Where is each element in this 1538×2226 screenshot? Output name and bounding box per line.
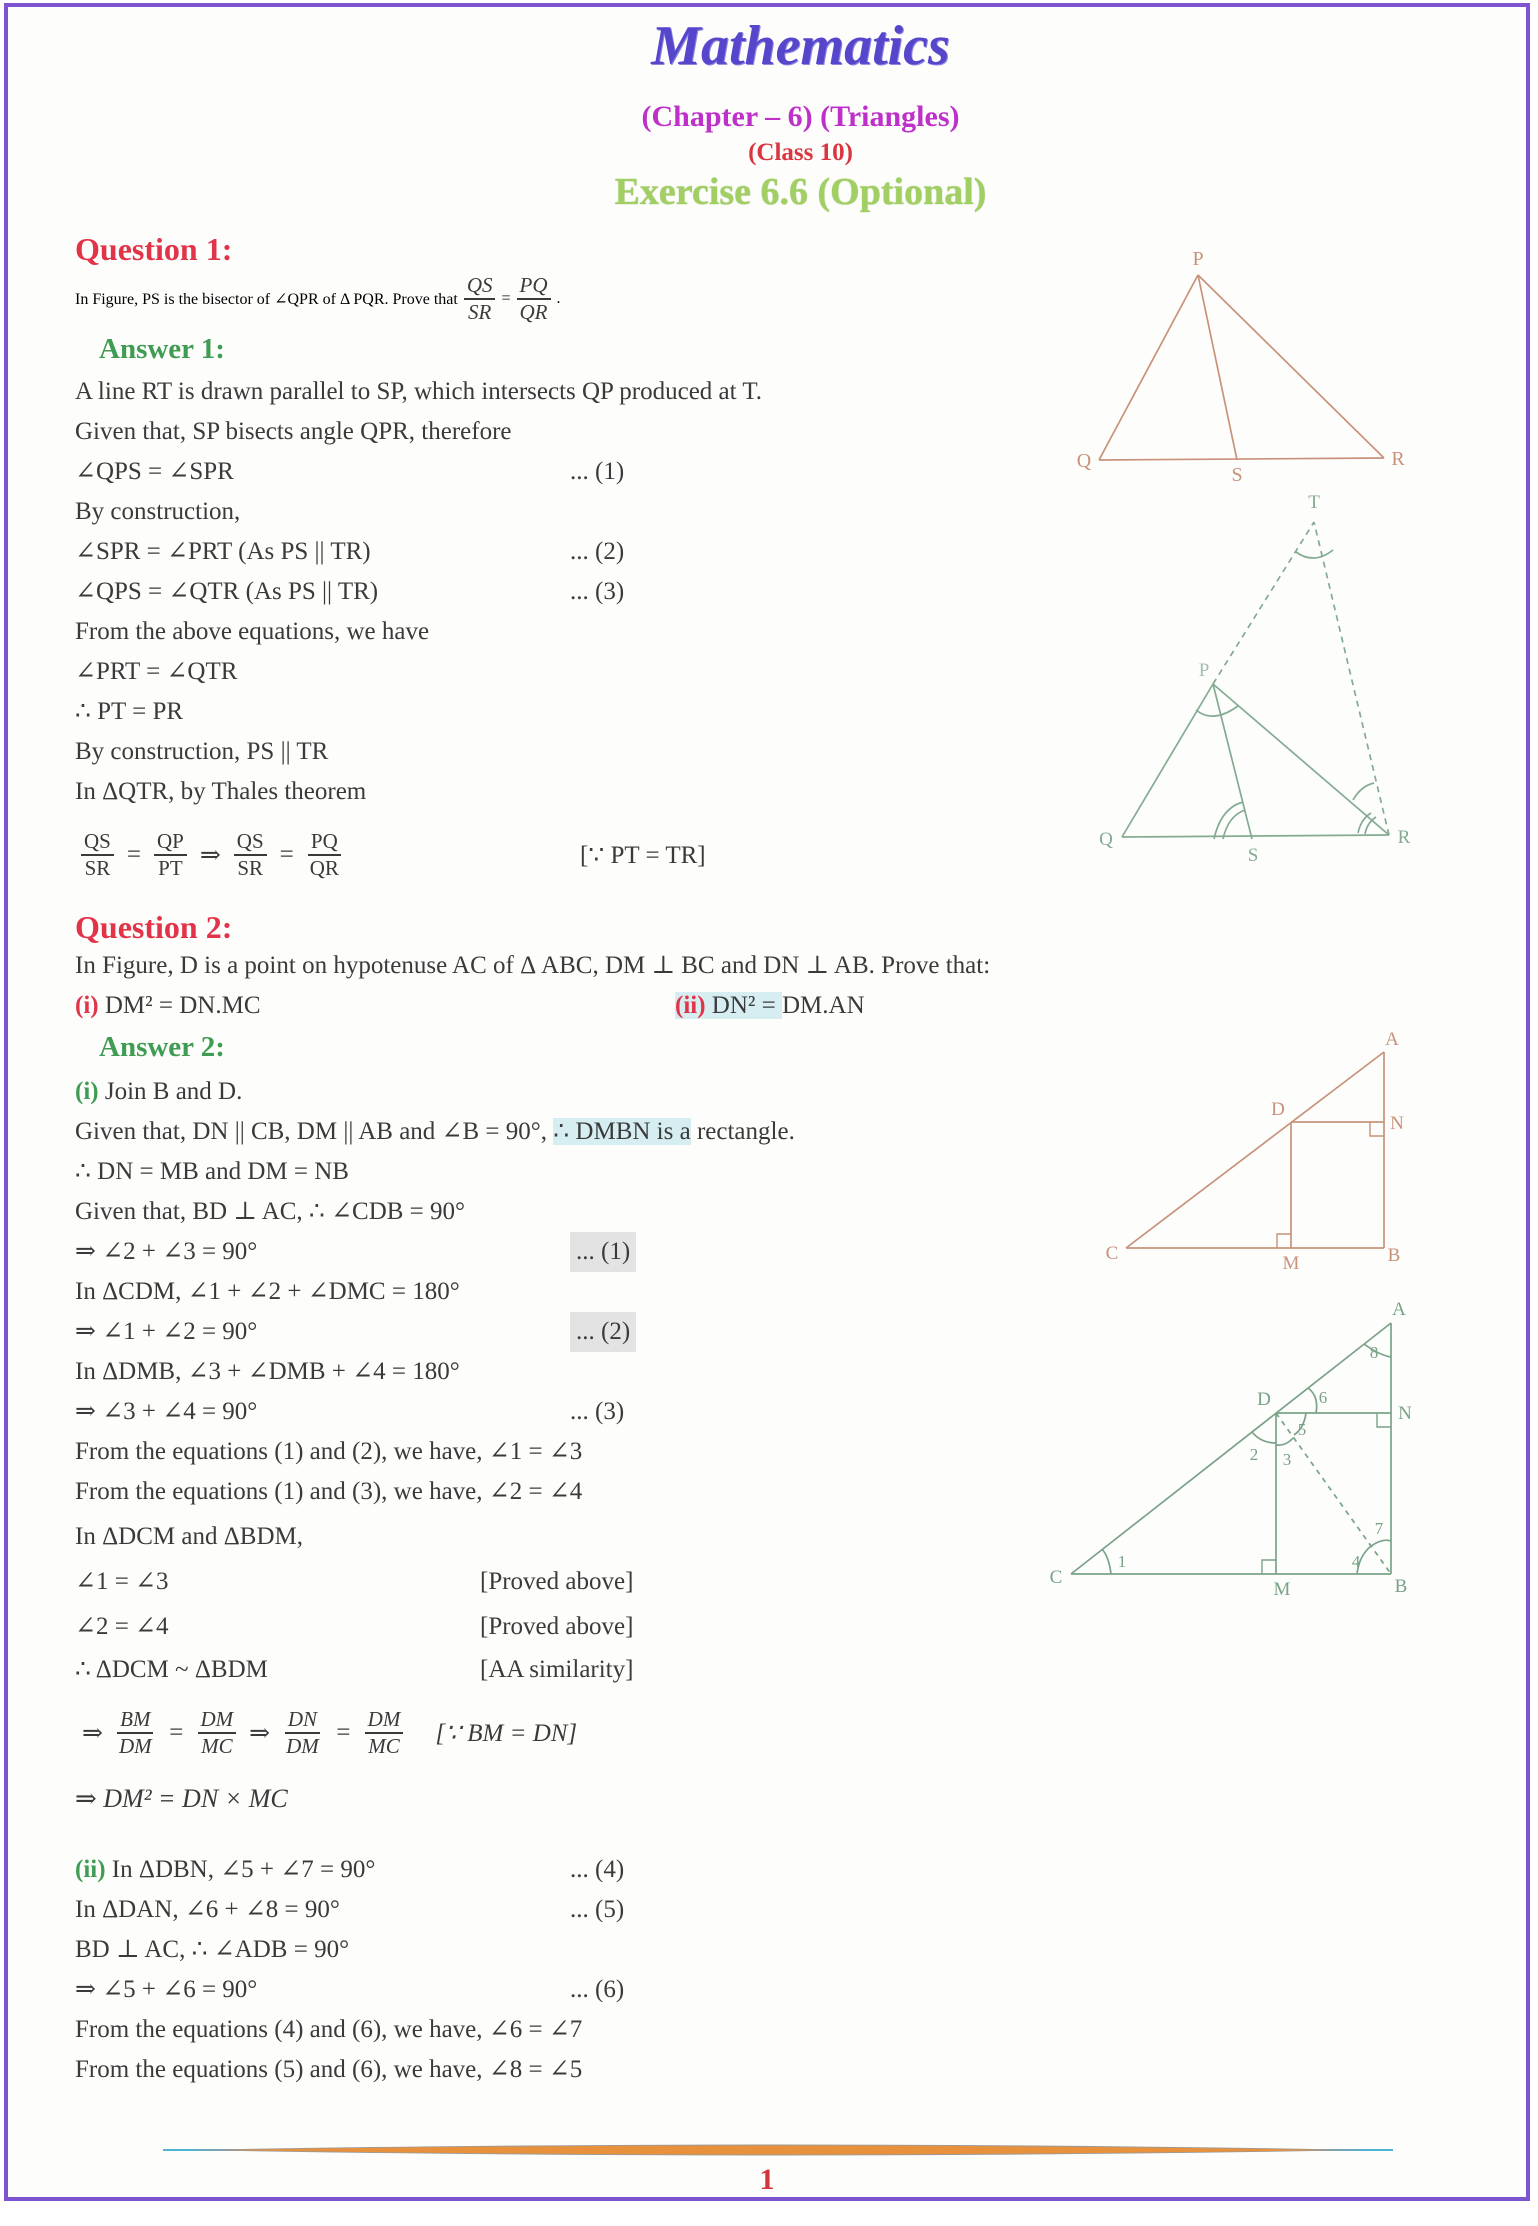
line-pr xyxy=(1198,275,1384,458)
equation-number: ... (3) xyxy=(570,1398,625,1425)
text-line xyxy=(75,1970,1526,2010)
right-angle-m xyxy=(1277,1234,1291,1248)
vertex-label-p: P xyxy=(1198,660,1210,681)
line-ca xyxy=(1071,1323,1391,1574)
answer-2-part-ii xyxy=(75,1850,1526,1890)
vertex-label-r: R xyxy=(1397,827,1411,848)
fraction: $\frac{DM}{MC}$ xyxy=(198,1708,237,1757)
line-text: ∴ PT = PR xyxy=(75,698,184,725)
line-ps xyxy=(1213,684,1252,839)
page-title: Mathematics xyxy=(651,15,950,77)
vertex-label-r: R xyxy=(1391,448,1405,470)
vertex-label-t: T xyxy=(1308,492,1320,513)
period: . xyxy=(556,290,561,307)
q2-prove-items xyxy=(75,986,1526,1026)
line-ca xyxy=(1126,1052,1384,1248)
question-2-statement xyxy=(75,946,1526,986)
line-text: In ΔDAN, ∠6 + ∠8 = 90° xyxy=(75,1896,340,1923)
vertex-label-m: M xyxy=(1282,1253,1300,1274)
vertex-label-b: B xyxy=(1394,1576,1408,1597)
implies-arrow: ⇒ xyxy=(199,842,221,869)
arc-angle-3 xyxy=(1276,1438,1293,1445)
header xyxy=(75,15,1526,214)
arc-angle-7 xyxy=(1371,1540,1391,1546)
part-ii-label: (ii) xyxy=(75,1856,106,1883)
equation-number: ... (5) xyxy=(570,1896,625,1923)
line-pq xyxy=(1099,275,1198,460)
class-subtitle: (Class 10) xyxy=(748,139,853,166)
arc-angle-s-inner xyxy=(1223,810,1245,839)
rect-highlight: ∴ DMBN is a xyxy=(553,1118,691,1145)
vertex-label-c: C xyxy=(1105,1243,1119,1264)
line-text: ∠QPS = ∠SPR xyxy=(75,458,234,485)
fraction: $\frac{BM}{DM}$ xyxy=(118,1707,152,1758)
line-text: Given that, SP bisects angle QPR, therefore xyxy=(75,418,512,445)
vertex-label-a: A xyxy=(1385,1029,1399,1050)
angle-label-8: 8 xyxy=(1369,1343,1379,1362)
angle-label-5: 5 xyxy=(1297,1420,1307,1439)
line-text: ⇒ ∠1 + ∠2 = 90° xyxy=(75,1318,258,1345)
line-text: ∴ ΔDCM ~ ΔBDM xyxy=(75,1656,268,1683)
line-text: ∠2 = ∠4 xyxy=(75,1613,169,1640)
fraction: $\frac{DN}{DM}$ xyxy=(286,1707,319,1758)
line-text: ⇒ ∠2 + ∠3 = 90° xyxy=(75,1238,258,1265)
q1-intro-text: In Figure, PS is the bisector of ∠QPR of Δ PQR. Prove that xyxy=(75,291,458,308)
vertex-label-n: N xyxy=(1390,1113,1404,1134)
chapter-subtitle: (Chapter – 6) (Triangles) xyxy=(641,100,960,133)
equation-number: ... (1) xyxy=(570,458,625,485)
line-text: From the equations (1) and (2), we have, ∠1 = ∠3 xyxy=(75,1438,583,1465)
item-i-label: (i) xyxy=(75,992,99,1019)
item-ii-highlight xyxy=(675,992,782,1019)
question-1-heading: Question 1: xyxy=(75,231,233,267)
vertex-label-m: M xyxy=(1273,1579,1291,1600)
line-text: ⇒ ∠5 + ∠6 = 90° xyxy=(75,1976,258,2003)
equation-number: ... (1) xyxy=(570,1232,636,1272)
item-ii-hl-text: DN² = xyxy=(705,992,782,1019)
q2-intro-text: In Figure, D is a point on hypotenuse AC of Δ ABC, DM ⊥ BC and DN ⊥ AB. Prove that: xyxy=(75,952,991,979)
implies-arrow: ⇒ xyxy=(249,1720,271,1747)
part-i-label: (i) xyxy=(75,1078,99,1105)
proof-note: [AA similarity] xyxy=(480,1656,634,1683)
equation-number: ... (6) xyxy=(570,1976,625,2003)
arc-angle-t xyxy=(1296,550,1333,558)
text-line xyxy=(75,1930,1526,1970)
page-number: 1 xyxy=(759,2163,775,2196)
equals-sign: = xyxy=(334,1719,352,1746)
answer-2-lines-part2 xyxy=(75,1890,1526,2090)
text-line xyxy=(75,1650,1526,1690)
line-text: ∠QPS = ∠QTR (As PS || TR) xyxy=(75,578,379,605)
arc-angle-r-upper xyxy=(1353,783,1374,800)
line-text: In ΔCDM, ∠1 + ∠2 + ∠DMC = 180° xyxy=(75,1278,460,1305)
answer-1-heading: Answer 1: xyxy=(99,333,225,365)
arc-angle-2 xyxy=(1252,1432,1276,1443)
right-angle-n xyxy=(1377,1413,1391,1427)
line-pt-dashed xyxy=(1213,522,1314,684)
line-rt-dashed xyxy=(1314,522,1389,835)
right-angle-n xyxy=(1370,1122,1384,1136)
equals-sign: = xyxy=(279,841,294,868)
line-text: A line RT is drawn parallel to SP, which intersects QP produced at T. xyxy=(75,378,763,405)
figure-4-right-triangle-angles xyxy=(1038,1295,1433,1615)
line-qp xyxy=(1122,684,1213,837)
arc-angle-s-outer xyxy=(1214,802,1243,839)
angle-label-4: 4 xyxy=(1351,1552,1361,1571)
vertex-label-s: S xyxy=(1247,845,1259,866)
item-ii xyxy=(675,986,865,1026)
part-ii-text: In ΔDBN, ∠5 + ∠7 = 90° xyxy=(105,1856,376,1883)
arc-angle-6 xyxy=(1308,1388,1317,1413)
line-db-dashed xyxy=(1276,1413,1391,1574)
q2-conclusion-line: ⇒ DM² = DN × MC xyxy=(75,1784,288,1813)
item-i-text: DM² = DN.MC xyxy=(98,992,261,1019)
line-text: ∠SPR = ∠PRT (As PS || TR) xyxy=(75,538,371,565)
question-2-heading: Question 2: xyxy=(75,909,233,945)
angle-label-7: 7 xyxy=(1374,1519,1384,1538)
q2-ratio-equation xyxy=(75,1690,1526,1776)
equation-number: ... (3) xyxy=(570,578,625,605)
implies-arrow: ⇒ xyxy=(82,1720,103,1747)
line-qr xyxy=(1099,458,1384,460)
angle-label-2: 2 xyxy=(1249,1445,1259,1464)
fraction: $\frac{PQ}{QR}$ xyxy=(309,829,339,880)
angle-label-6: 6 xyxy=(1318,1388,1328,1407)
vertex-label-d: D xyxy=(1271,1099,1285,1120)
proof-note: [∵ BM = DN] xyxy=(435,1720,578,1747)
arc-angle-p xyxy=(1196,706,1238,716)
footer-divider xyxy=(163,2142,1393,2158)
fraction: $\frac{QS}{SR}$ xyxy=(234,830,267,879)
vertex-label-n: N xyxy=(1398,1403,1412,1424)
equation-number: ... (2) xyxy=(570,1312,636,1352)
right-angle-m xyxy=(1262,1560,1276,1574)
fraction: $\frac{QS}{SR}$ xyxy=(81,830,114,879)
line-text: ∴ DN = MB and DM = NB xyxy=(75,1158,349,1185)
proof-note: [∵ PT = TR] xyxy=(580,842,706,869)
fraction: $\frac{QS}{SR}$ xyxy=(464,274,496,323)
vertex-label-s: S xyxy=(1231,464,1243,486)
line-text: In ΔDCM and ΔBDM, xyxy=(75,1523,303,1550)
angle-label-1: 1 xyxy=(1117,1552,1127,1571)
rect-pre: Given that, DN || CB, DM || AB and ∠B = 90°, xyxy=(75,1118,554,1145)
line-text: From the equations (1) and (3), we have, ∠2 = ∠4 xyxy=(75,1478,583,1505)
line-text: In ΔQTR, by Thales theorem xyxy=(75,778,367,805)
proof-note: [Proved above] xyxy=(480,1568,634,1595)
line-text: From the above equations, we have xyxy=(75,618,430,645)
line-ps xyxy=(1198,275,1237,460)
line-text: By construction, PS || TR xyxy=(75,738,329,765)
equals-sign: = xyxy=(126,841,141,868)
rect-post: rectangle. xyxy=(690,1118,795,1145)
text-line xyxy=(75,2050,1526,2090)
line-text: From the equations (4) and (6), we have, ∠6 = ∠7 xyxy=(75,2016,583,2043)
line-text: By construction, xyxy=(75,498,241,525)
equation-number: ... (4) xyxy=(570,1856,625,1883)
fraction: $\frac{QP}{PT}$ xyxy=(154,830,187,879)
line-text: In ΔDMB, ∠3 + ∠DMB + ∠4 = 180° xyxy=(75,1358,460,1385)
angle-label-3: 3 xyxy=(1282,1450,1292,1469)
text-line xyxy=(75,1890,1526,1930)
vertex-label-c: C xyxy=(1049,1567,1063,1588)
line-text: ∠PRT = ∠QTR xyxy=(75,658,238,685)
vertex-label-q: Q xyxy=(1076,450,1092,472)
part-i-text: Join B and D. xyxy=(98,1078,243,1105)
arc-angle-1 xyxy=(1102,1549,1111,1574)
equals-sign: = xyxy=(501,290,511,307)
figure-2-triangle-qtr xyxy=(1056,490,1436,875)
equals-sign: = xyxy=(167,1719,185,1746)
proof-note: [Proved above] xyxy=(480,1613,634,1640)
line-qr xyxy=(1122,835,1389,837)
item-ii-rest: DM.AN xyxy=(782,992,865,1019)
line-text: ⇒ ∠3 + ∠4 = 90° xyxy=(75,1398,258,1425)
fraction: $\frac{PQ}{QR}$ xyxy=(517,274,551,323)
vertex-label-a: A xyxy=(1392,1299,1406,1320)
document-page xyxy=(4,3,1530,2201)
vertex-label-p: P xyxy=(1192,248,1204,270)
line-text: Given that, BD ⊥ AC, ∴ ∠CDB = 90° xyxy=(75,1198,466,1225)
figure-3-right-triangle xyxy=(1088,1025,1433,1280)
line-text: From the equations (5) and (6), we have, ∠8 = ∠5 xyxy=(75,2056,583,2083)
exercise-subtitle: Exercise 6.6 (Optional) xyxy=(614,171,987,213)
vertex-label-d: D xyxy=(1257,1389,1271,1410)
line-text: BD ⊥ AC, ∴ ∠ADB = 90° xyxy=(75,1936,350,1963)
equation-number: ... (2) xyxy=(570,538,625,565)
answer-2-heading: Answer 2: xyxy=(99,1031,225,1063)
item-ii-label: (ii) xyxy=(675,992,706,1019)
figure-1-triangle-pqr xyxy=(1056,245,1436,490)
fraction: $\frac{DM}{MC}$ xyxy=(365,1708,404,1757)
vertex-label-b: B xyxy=(1387,1245,1401,1266)
text-line xyxy=(75,2010,1526,2050)
vertex-label-q: Q xyxy=(1099,829,1113,850)
line-text: ∠1 = ∠3 xyxy=(75,1568,169,1595)
